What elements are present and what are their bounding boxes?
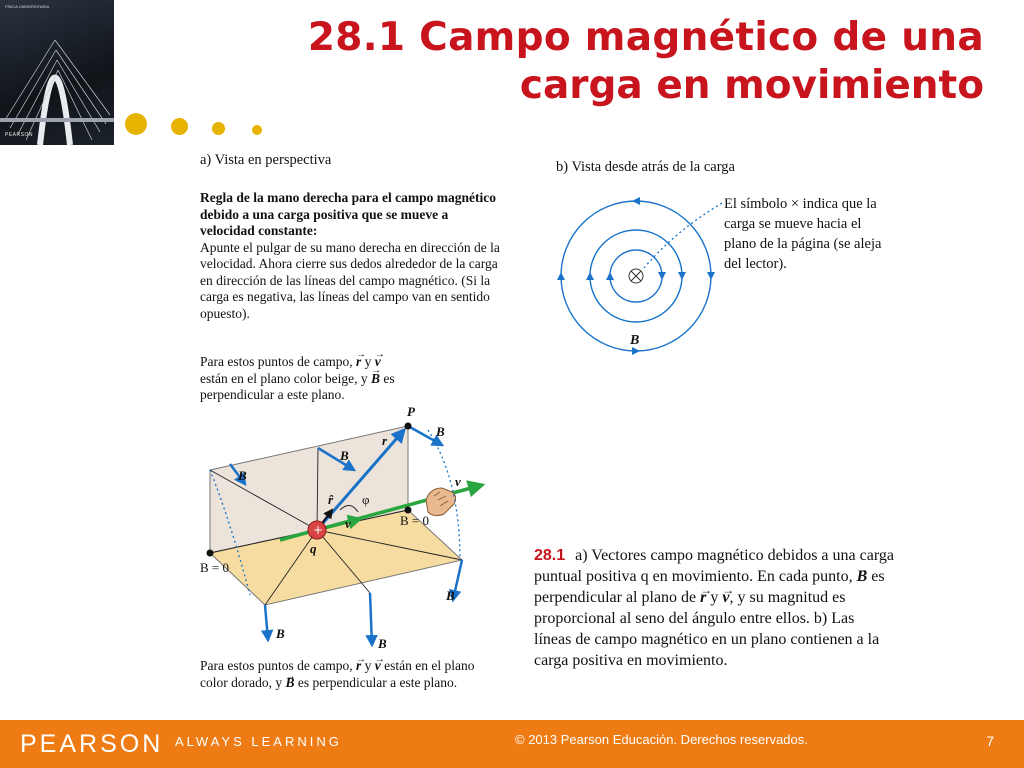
label-b: B <box>340 448 349 463</box>
caption-part-d: , y su magnitud es proporcional al seno del ángulo entre ellos. b) Las líneas de campo magnético en un plano contienen a la carga positiva en movimiento. <box>534 589 880 669</box>
zero-field-point-dot <box>207 550 214 557</box>
vector-b-symbol: → B <box>371 371 380 386</box>
right-hand-rule-heading: Regla de la mano derecha para el campo magnético debido a una carga positiva que se mueve a velocidad constante: <box>200 190 496 238</box>
gold-note-part-2: están en el plano color dorado, y <box>200 658 475 690</box>
label-v: v <box>455 474 461 489</box>
right-hand-rule-text <box>200 190 500 322</box>
label-r: r <box>382 433 388 448</box>
footer-bar <box>0 720 1024 768</box>
figure-label-b: b) Vista desde atrás de la carga <box>556 159 735 175</box>
vector-r-symbol: → r <box>700 589 706 606</box>
page-number: 7 <box>986 733 994 749</box>
caption-part-c: y <box>710 589 719 606</box>
gold-plane-note <box>200 657 500 691</box>
footer-copyright: © 2013 Pearson Educación. Derechos reservados. <box>515 732 808 747</box>
book-cover-image <box>0 0 114 145</box>
label-b-zero: B = 0 <box>200 560 230 575</box>
decorative-dot <box>171 118 188 135</box>
figure-label-a: a) Vista en perspectiva <box>200 152 332 168</box>
vector-r-symbol: → r <box>356 354 361 369</box>
svg-text:+: + <box>313 523 324 537</box>
vector-b-symbol: → B <box>285 675 294 690</box>
right-hand-icon <box>426 488 456 516</box>
decorative-dot <box>212 122 225 135</box>
gold-note-part-3: es perpendicular a este plano. <box>297 675 458 690</box>
book-cover-brand: PEARSON <box>5 132 33 138</box>
vector-v-symbol: → v <box>375 658 381 673</box>
vector-v-symbol: → v <box>722 589 729 606</box>
beige-note-part-2: están en el plano color beige, y <box>200 370 368 386</box>
vector-v-symbol: → v <box>375 354 381 369</box>
gold-note-part-1: Para estos puntos de campo, <box>200 658 353 673</box>
label-b-zero: B = 0 <box>400 513 430 528</box>
footer-tagline: ALWAYS LEARNING <box>175 734 342 749</box>
right-hand-rule-body: Apunte el pulgar de su mano derecha en dirección de la velocidad. Ahora cierre sus dedos alrededor de la carga en dirección de las líneas del campo magnético. (Si la carga es negativa, las líneas del campo van en sentido opuesto). <box>200 239 500 321</box>
label-r-hat: r̂ <box>328 492 334 507</box>
label-b: B <box>630 333 640 348</box>
slide-title <box>184 14 984 110</box>
decorative-dot <box>125 113 147 135</box>
caption-part-a: a) Vectores campo magnético debidos a una carga puntual positiva q en movimiento. En cada punto, <box>534 547 894 585</box>
bridge-illustration <box>0 0 114 145</box>
label-b: B <box>436 424 445 439</box>
beige-note-part-1: Para estos puntos de campo, <box>200 354 353 369</box>
slide-title-line-1: 28.1 Campo magnético de una <box>307 15 984 60</box>
book-cover-title: FÍSICA UNIVERSITARIA <box>5 4 50 9</box>
vector-b-symbol: → B <box>857 568 868 585</box>
label-q: q <box>310 541 317 556</box>
figure-number: 28.1 <box>534 547 566 564</box>
b-vector-arrow <box>370 593 372 645</box>
label-p: P <box>407 404 415 419</box>
point-p-dot <box>405 423 412 430</box>
beige-plane-note <box>200 354 410 404</box>
figure-caption <box>534 545 894 671</box>
gold-note-and: y <box>364 658 372 673</box>
cross-symbol-note: El símbolo × indica que la carga se mueve hacia el plano de la página (se aleja del lector). <box>724 196 882 272</box>
beige-note-and: y <box>364 354 372 369</box>
decorative-dot <box>252 125 262 135</box>
beige-note-part-3: es perpendicular a este plano. <box>200 370 395 402</box>
footer-brand-logo: PEARSON <box>20 730 164 758</box>
label-b: B <box>378 636 387 651</box>
vector-r-symbol: → r <box>356 658 361 673</box>
perspective-diagram <box>190 400 510 655</box>
label-v: v <box>345 516 351 531</box>
b-vector-arrow <box>265 605 268 640</box>
label-phi: φ <box>362 492 370 507</box>
back-view-diagram <box>556 180 726 360</box>
caption-part-b: es perpendicular al plano de <box>534 568 885 606</box>
label-b: B <box>238 468 247 483</box>
slide-title-line-2: carga en movimiento <box>519 63 984 108</box>
label-b: B <box>276 626 285 641</box>
label-b: B <box>446 588 455 603</box>
